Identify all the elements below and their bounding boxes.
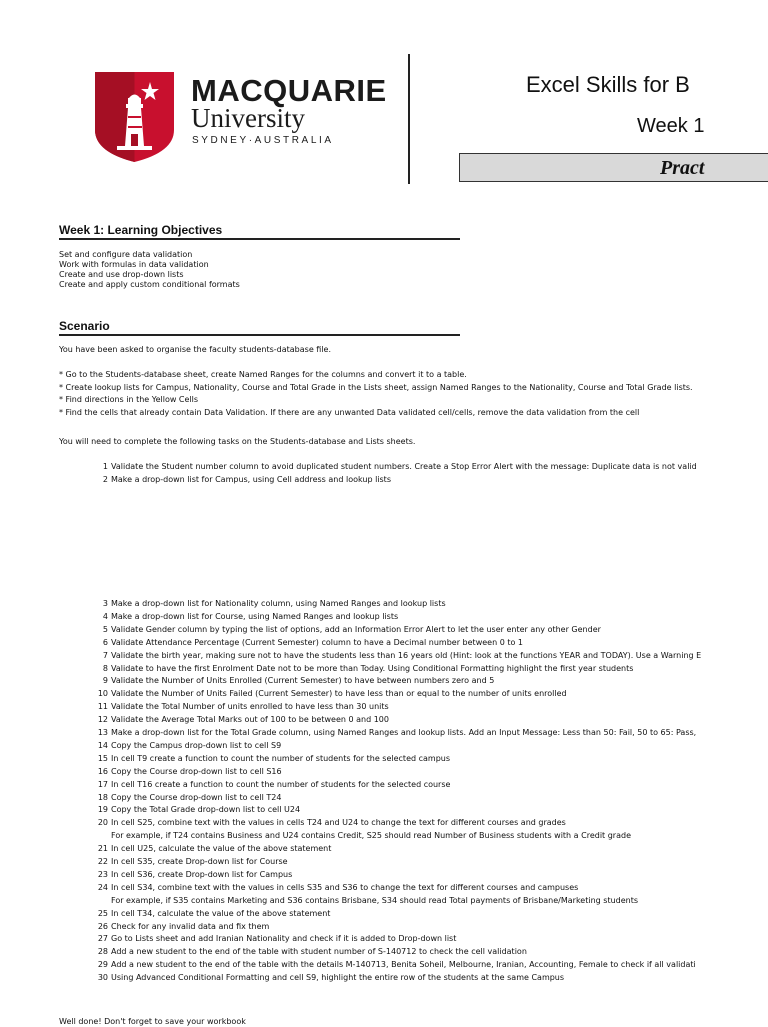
objectives-rule <box>59 238 460 240</box>
task-number: 22 <box>97 857 108 866</box>
task-number: 27 <box>97 934 108 944</box>
task-text: In cell S36, create Drop-down list for Campus <box>111 869 293 879</box>
task-text: Validate the Number of Units Failed (Current Semester) to have less than or equal to the number of units enrolled <box>111 689 567 699</box>
task-text: In cell S25, combine text with the values in cells T24 and U24 to change the text for different courses and grades <box>111 818 566 828</box>
scenario-bullet: * Find directions in the Yellow Cells <box>59 395 199 405</box>
task-number: 1 <box>102 462 108 471</box>
task-text: Validate Attendance Percentage (Current Semester) column to have a Decimal number between 0 to 1 <box>111 637 523 647</box>
task-number: 28 <box>97 947 108 957</box>
objective-item: Create and use drop-down lists <box>59 270 184 279</box>
task-number: 4 <box>102 611 108 621</box>
task-number: 5 <box>102 624 108 634</box>
task-text: Copy the Campus drop-down list to cell S9 <box>111 740 282 750</box>
scenario-bullet: * Go to the Students-database sheet, create Named Ranges for the columns and convert it to a table. <box>59 370 467 379</box>
task-text: Validate the Average Total Marks out of 100 to be between 0 and 100 <box>111 715 389 725</box>
task-number: 2 <box>102 475 108 484</box>
task-text: Add a new student to the end of the table with the details M-140713, Benita Soheil, Melbourne, Iranian, Accounting, Female to check if all validati <box>111 960 696 970</box>
practice-banner <box>459 153 768 182</box>
task-number: 16 <box>97 766 108 776</box>
task-text: Make a drop-down list for the Total Grade column, using Named Ranges and lookup lists. Add an Input Message: Less than 50: Fail, 50 to 65: Pass, <box>111 728 697 737</box>
task-text: Using Advanced Conditional Formatting and cell S9, highlight the entire row of the students at the same Campus <box>111 973 565 983</box>
task-number: 18 <box>97 792 108 802</box>
task-text: Validate the birth year, making sure not to have the students less than 16 years old (Hint: look at the functions YEAR and TODAY). Use a Warning E <box>111 650 702 660</box>
task-number: 20 <box>97 818 108 828</box>
task-text: Copy the Total Grade drop-down list to cell U24 <box>111 805 301 815</box>
task-number: 7 <box>102 650 108 660</box>
task-number: 23 <box>97 869 108 879</box>
task-example-text: For example, if S35 contains Marketing and S36 contains Brisbane, S34 should read Total payments of Brisbane/Marketing students <box>111 895 639 905</box>
task-text: Copy the Course drop-down list to cell T24 <box>111 792 282 802</box>
brand-name: MACQUARIE <box>191 73 387 108</box>
brand-location: SYDNEY·AUSTRALIA <box>192 135 334 146</box>
footer-note: Well done! Don't forget to save your workbook <box>59 1017 246 1026</box>
scenario-rule <box>59 334 460 336</box>
scenario-intro: You have been asked to organise the faculty students-database file. <box>59 345 332 354</box>
task-text: Make a drop-down list for Course, using Named Ranges and lookup lists <box>111 611 399 621</box>
task-number: 13 <box>97 728 108 737</box>
task-text: Make a drop-down list for Nationality column, using Named Ranges and lookup lists <box>111 599 446 608</box>
task-text: In cell U25, calculate the value of the above statement <box>111 844 332 854</box>
task-text: Validate the Total Number of units enrolled to have less than 30 units <box>111 702 389 712</box>
scenario-bullet: * Create lookup lists for Campus, Nationality, Course and Total Grade in the Lists sheet, assign Named Ranges to the Nationality, Course and Total Grade lists. <box>59 382 693 392</box>
task-text: In cell T16 create a function to count the number of students for the selected course <box>111 779 451 789</box>
task-number: 3 <box>102 599 108 608</box>
task-number: 21 <box>97 844 108 854</box>
header-divider <box>408 54 410 184</box>
task-text: In cell S34, combine text with the values in cells S35 and S36 to change the text for different courses and campuses <box>111 882 579 892</box>
task-text: Validate the Number of Units Enrolled (Current Semester) to have between numbers zero and 5 <box>111 676 495 686</box>
task-text: Copy the Course drop-down list to cell S16 <box>111 766 282 776</box>
task-text: Check for any invalid data and fix them <box>111 921 270 931</box>
task-number: 25 <box>97 908 108 918</box>
task-number: 19 <box>97 805 108 815</box>
task-number: 12 <box>97 715 108 725</box>
task-number: 29 <box>97 960 108 970</box>
scenario-heading: Scenario <box>59 319 110 333</box>
task-number: 26 <box>97 921 108 931</box>
course-title: Excel Skills for B <box>526 72 690 97</box>
task-text: Validate the Student number column to avoid duplicated student numbers. Create a Stop Error Alert with the message: Duplicate data is not valid <box>111 462 697 471</box>
task-example-text: For example, if T24 contains Business and U24 contains Credit, S25 should read Number of Business students with a Credit grade <box>111 831 631 841</box>
objective-item: Work with formulas in data validation <box>59 260 209 269</box>
task-number: 15 <box>97 753 108 763</box>
objective-item: Set and configure data validation <box>59 250 193 259</box>
scenario-bullet: * Find the cells that already contain Data Validation. If there are any unwanted Data validated cell/cells, remove the data validation from the cell <box>59 408 640 418</box>
task-text: In cell T34, calculate the value of the above statement <box>111 908 331 918</box>
tasks-intro: You will need to complete the following tasks on the Students-database and Lists sheets. <box>59 437 416 446</box>
task-text: Add a new student to the end of the table with student number of S-140712 to check the cell validation <box>111 947 527 957</box>
practice-label: Pract <box>660 157 705 179</box>
task-number: 9 <box>102 676 108 686</box>
task-number: 30 <box>97 973 108 983</box>
task-number: 24 <box>97 882 108 892</box>
task-text: Make a drop-down list for Campus, using Cell address and lookup lists <box>111 475 391 484</box>
task-text: Validate to have the first Enrolment Date not to be more than Today. Using Conditional Formatting highlight the first year students <box>111 663 634 673</box>
objective-item: Create and apply custom conditional formats <box>59 280 240 289</box>
task-text: In cell S35, create Drop-down list for Course <box>111 857 288 866</box>
task-text: Validate Gender column by typing the list of options, add an Information Error Alert to let the user enter any other Gender <box>111 624 601 634</box>
brand-subtitle: University <box>191 103 305 133</box>
task-number: 10 <box>97 689 108 699</box>
task-number: 17 <box>97 779 108 789</box>
task-number: 11 <box>97 702 108 712</box>
week-label: Week 1 <box>637 115 705 137</box>
task-number: 8 <box>102 663 108 673</box>
task-text: In cell T9 create a function to count the number of students for the selected campus <box>111 753 451 763</box>
objectives-heading: Week 1: Learning Objectives <box>59 223 223 237</box>
task-number: 6 <box>102 637 108 647</box>
macquarie-lighthouse-logo-icon <box>95 72 174 162</box>
task-text: Go to Lists sheet and add Iranian Nationality and check if it is added to Drop-down list <box>111 934 457 944</box>
task-number: 14 <box>97 740 108 750</box>
